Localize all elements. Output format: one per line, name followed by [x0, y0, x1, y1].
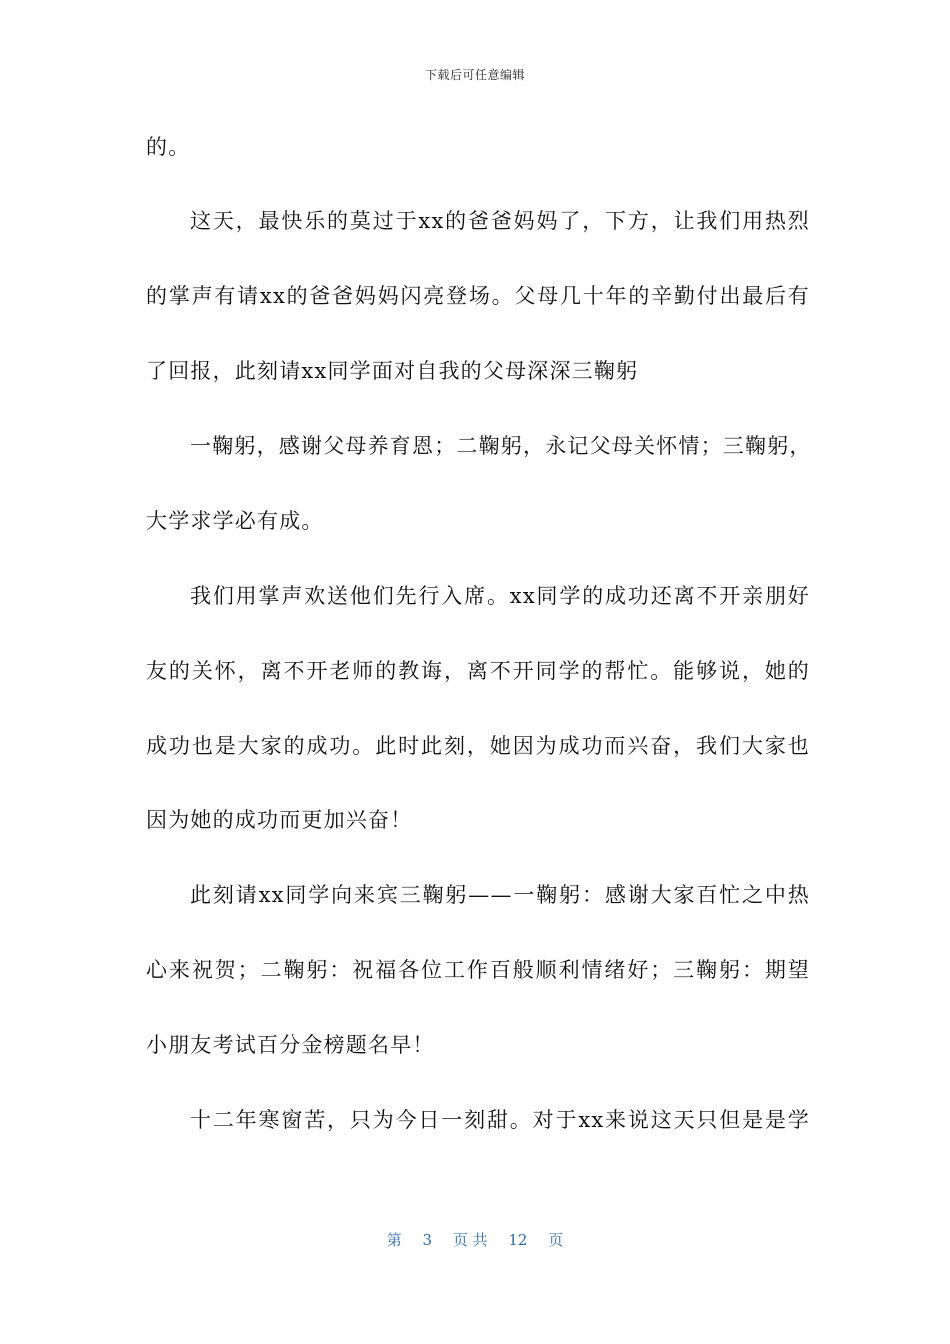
- footer-suffix: 页: [548, 1231, 564, 1249]
- footer-middle: 页 共: [452, 1231, 488, 1249]
- text-line: 此刻请xx同学向来宾三鞠躬——一鞠躬：感谢大家百忙之中热: [190, 883, 810, 907]
- footer-total-pages: 12: [508, 1231, 528, 1249]
- text-line: 了回报，此刻请xx同学面对自我的父母深深三鞠躬: [146, 359, 639, 383]
- text-line: 心来祝贺；二鞠躬：祝福各位工作百般顺利情绪好；三鞠躬：期望: [146, 958, 810, 982]
- text-line: 我们用掌声欢送他们先行入席。xx同学的成功还离不开亲朋好: [190, 584, 810, 608]
- text-line: 大学求学必有成。: [146, 509, 324, 533]
- text-line: 小朋友考试百分金榜题名早！: [146, 1033, 435, 1057]
- text-line: 十二年寒窗苦，只为今日一刻甜。对于xx来说这天只但是是学: [190, 1108, 810, 1132]
- text-line: 因为她的成功而更加兴奋！: [146, 808, 413, 832]
- footer-prefix: 第: [386, 1231, 402, 1249]
- text-line: 的。: [146, 135, 191, 159]
- page-footer: [0, 1229, 950, 1250]
- page-header: 下载后可任意编辑: [424, 68, 525, 82]
- text-line: 友的关怀，离不开老师的教诲，离不开同学的帮忙。能够说，她的: [146, 659, 810, 683]
- footer-current-page: 3: [422, 1231, 433, 1249]
- text-line: 成功也是大家的成功。此时此刻，她因为成功而兴奋，我们大家也: [146, 734, 810, 758]
- text-line: 的掌声有请xx的爸爸妈妈闪亮登场。父母几十年的辛勤付出最后有: [146, 284, 810, 308]
- text-line: 一鞠躬，感谢父母养育恩；二鞠躬，永记父母关怀情；三鞠躬，: [190, 434, 812, 458]
- text-line: 这天，最快乐的莫过于xx的爸爸妈妈了，下方，让我们用热烈: [190, 209, 810, 233]
